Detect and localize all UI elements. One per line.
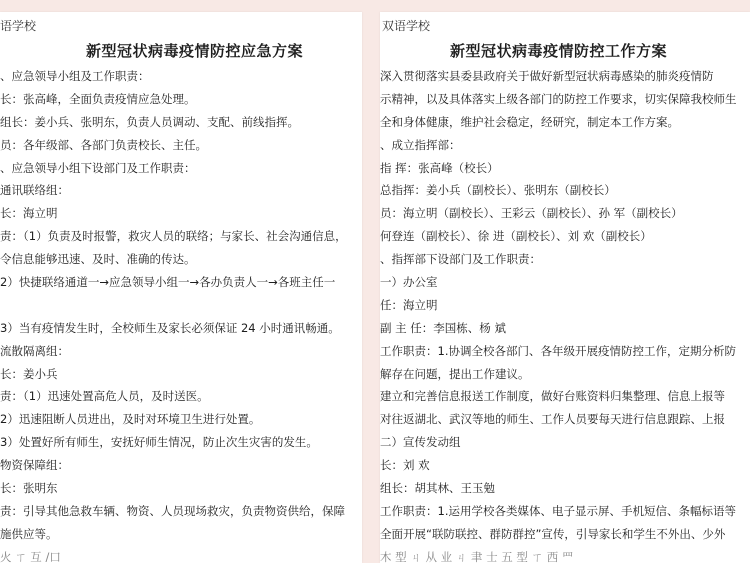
text-line: 示精神，以及具体落实上级各部门的防控工作要求，切实保障我校师生 — [380, 91, 737, 106]
text-line: 、应急领导小组下设部门及工作职责： — [0, 160, 196, 175]
text-line: 任：海立明 — [380, 297, 438, 312]
text-line: 指 挥：张高峰（校长） — [380, 160, 499, 175]
document-body — [380, 65, 737, 563]
text-line: 、成立指挥部： — [380, 137, 461, 152]
text-line: 、指挥部下设部门及工作职责： — [380, 252, 541, 267]
document-body — [0, 65, 347, 563]
left-document-page — [0, 12, 362, 563]
text-line: 责：引导其他急救车辆、物资、人员现场救灾，负责物资供给，保障 — [0, 503, 345, 518]
text-line: 长：张明东 — [0, 481, 58, 496]
text-line: 工作职责：1.协调全校各部门、各年级开展疫情防控工作，定期分析防 — [380, 343, 736, 358]
text-line: 2）快捷联络通道一→应急领导小组一→各办负责人一→各班主任一 — [0, 275, 336, 290]
school-name: 双语学校 — [382, 19, 431, 33]
text-line: 工作职责：1.运用学校各类媒体、电子显示屏、手机短信、条幅标语等 — [380, 503, 736, 518]
text-line: 建立和完善信息报送工作制度，做好台账资料归集整理、信息上报等 — [380, 389, 725, 404]
text-line: 组长：姜小兵、张明东，负责人员调动、支配、前线指挥。 — [0, 114, 299, 129]
text-line: 、应急领导小组及工作职责： — [0, 69, 150, 83]
right-document-page — [380, 12, 750, 563]
text-line: 2）迅速阻断人员进出，及时对环境卫生进行处置。 — [0, 412, 261, 427]
school-name: 语学校 — [0, 19, 37, 33]
text-line: 员：各年级部、各部门负责校长、主任。 — [0, 137, 207, 152]
text-line: 员：海立明（副校长）、王彩云（副校长）、孙 军（副校长） — [380, 206, 683, 221]
text-line: 令信息能够迅速、及时、准确的传达。 — [0, 252, 196, 267]
text-line: 一）办公室 — [380, 275, 438, 290]
text-line: 全和身体健康，维护社会稳定，经研究，制定本工作方案。 — [380, 114, 679, 129]
text-line: 副 主 任：李国栋、杨 斌 — [380, 320, 506, 335]
text-line: 流散隔离组： — [0, 343, 69, 358]
text-line: 3）当有疫情发生时，全校师生及家长必须保证 24 小时通讯畅通。 — [0, 320, 340, 335]
text-line: 火 ㄒ 互 /口 — [0, 549, 61, 563]
text-line: 物资保障组： — [0, 458, 69, 473]
text-line: 责：（1）负责及时报警，救灾人员的联络；与家长、社会沟通信息， — [0, 229, 347, 244]
text-line: 木 型 ㄐ 从 业 ㄐ 聿 士 五 型 ㄒ 西 罒 — [380, 549, 574, 563]
document-title: 新型冠状病毒疫情防控应急方案 — [86, 42, 304, 60]
text-line: 长：海立明 — [0, 206, 58, 221]
text-line: 对往返湖北、武汉等地的师生、工作人员要每天进行信息跟踪、上报 — [380, 412, 725, 427]
text-line: 总指挥：姜小兵（副校长）、张明东（副校长） — [380, 183, 616, 198]
text-line: 施供应等。 — [0, 526, 58, 541]
text-line: 3）处置好所有师生，安抚好师生情况，防止次生灾害的发生。 — [0, 435, 318, 450]
text-line: 组长：胡其林、王玉勉 — [380, 481, 495, 496]
text-line — [0, 294, 347, 317]
text-line: 解存在问题，提出工作建议。 — [380, 366, 530, 381]
text-line: 长：张高峰，全面负责疫情应急处理。 — [0, 91, 196, 106]
text-line: 深入贯彻落实县委县政府关于做好新型冠状病毒感染的肺炎疫情防 — [380, 69, 714, 83]
text-line: 长：刘 欢 — [380, 458, 430, 473]
document-title: 新型冠状病毒疫情防控工作方案 — [450, 42, 668, 60]
text-line: 长：姜小兵 — [0, 366, 58, 381]
text-line: 何登连（副校长）、徐 进（副校长）、刘 欢（副校长） — [380, 229, 652, 244]
text-line: 通讯联络组： — [0, 183, 69, 198]
text-line: 全面开展“联防联控、群防群控”宣传，引导家长和学生不外出、少外 — [380, 526, 726, 541]
text-line: 责：（1）迅速处置高危人员，及时送医。 — [0, 389, 209, 404]
text-line: 二）宣传发动组 — [380, 435, 461, 450]
